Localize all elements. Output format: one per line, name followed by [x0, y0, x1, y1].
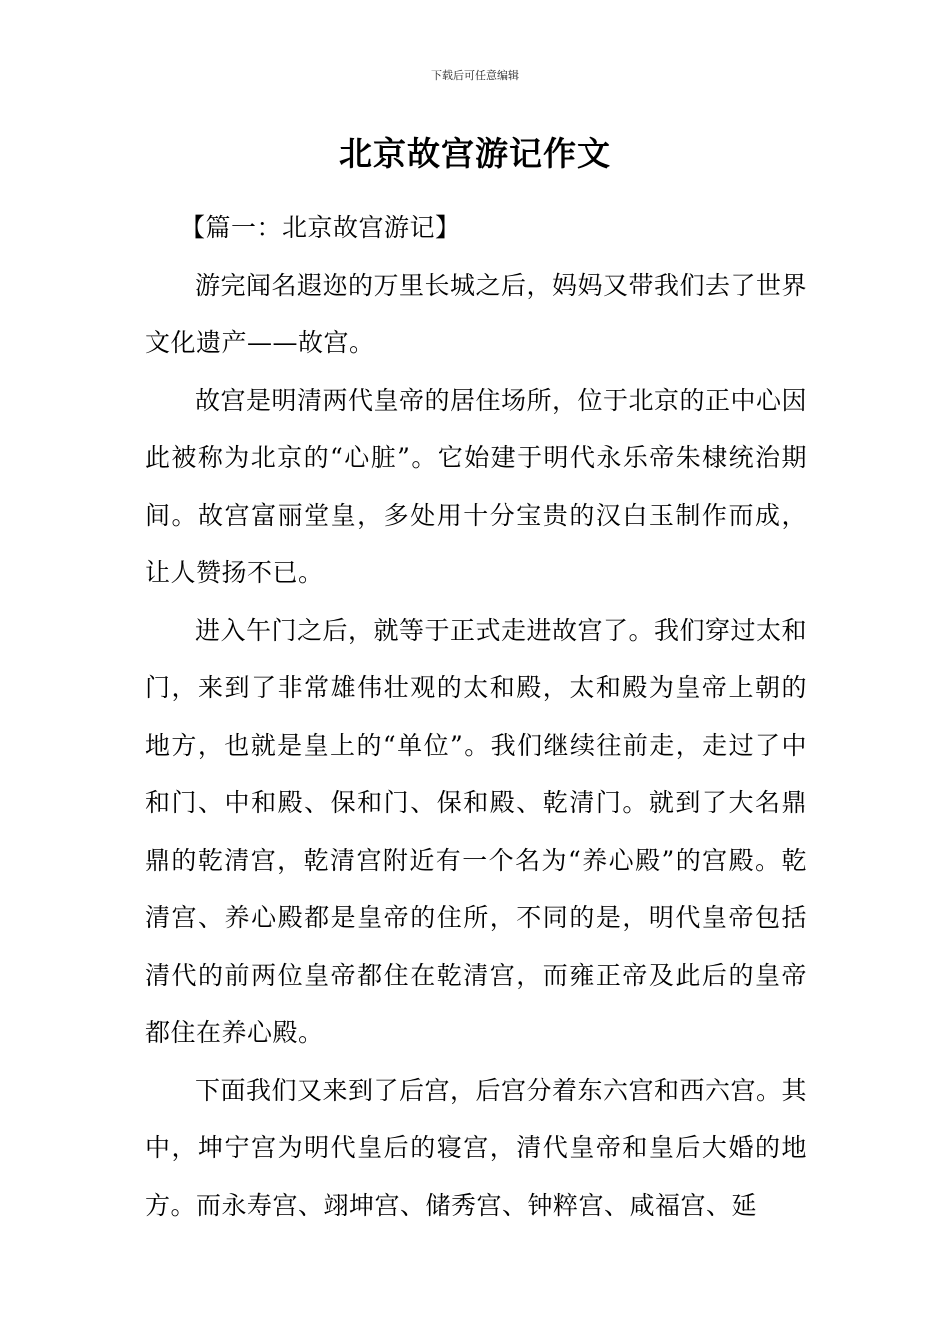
paragraph-4: 下面我们又来到了后宫，后宫分着东六宫和西六宫。其中，坤宁宫为明代皇后的寝宫，清代皇帝和皇后大婚的地方。而永寿宫、翊坤宫、储秀宫、钟粹宫、咸福宫、延 [145, 1075, 808, 1220]
page-header-note: 下载后可任意编辑 [431, 69, 519, 82]
document-body [145, 199, 807, 1234]
paragraph-3: 进入午门之后，就等于正式走进故宫了。我们穿过太和门，来到了非常雄伟壮观的太和殿，太和殿为皇帝上朝的地方，也就是皇上的“单位”。我们继续往前走，走过了中和门、中和殿、保和门、保和殿、乾清门。就到了大名鼎鼎的乾清宫，乾清宫附近有一个名为“养心殿”的宫殿。乾清宫、养心殿都是皇帝的住所，不同的是，明代皇帝包括清代的前两位皇帝都住在乾清宫，而雍正帝及此后的皇帝都住在养心殿。 [145, 615, 808, 1047]
section-heading: 【篇一：北京故宫游记】 [180, 213, 461, 242]
paragraph-1: 游完闻名遐迩的万里长城之后，妈妈又带我们去了世界文化遗产——故宫。 [145, 270, 808, 357]
document-title: 北京故宫游记作文 [339, 134, 611, 173]
paragraph-2: 故宫是明清两代皇帝的居住场所，位于北京的正中心因此被称为北京的“心脏”。它始建于明代永乐帝朱棣统治期间。故宫富丽堂皇，多处用十分宝贵的汉白玉制作而成，让人赞扬不已。 [145, 385, 808, 587]
